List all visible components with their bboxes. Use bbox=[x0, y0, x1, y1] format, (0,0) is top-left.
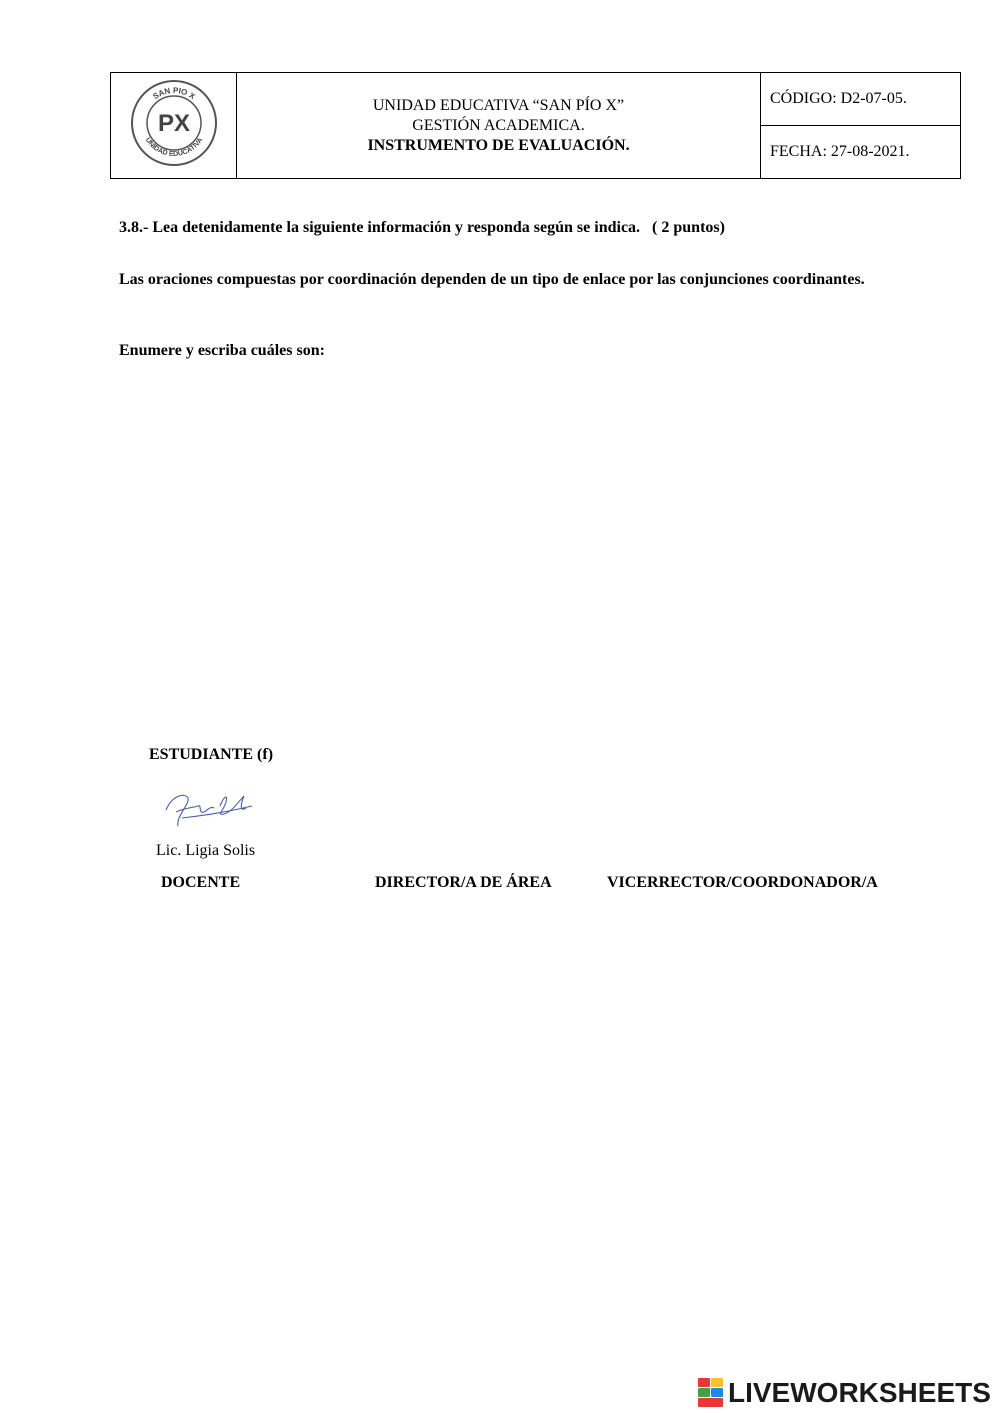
school-seal-logo-icon bbox=[129, 78, 219, 168]
liveworksheets-brand bbox=[698, 1375, 991, 1411]
svg-text:UNIDAD EDUCATIVA: UNIDAD EDUCATIVA bbox=[143, 136, 204, 159]
title-cell bbox=[237, 73, 761, 179]
date-cell: FECHA: 27-08-2021. bbox=[761, 126, 961, 179]
svg-text:SAN PIO X: SAN PIO X bbox=[150, 85, 197, 102]
role-docente: DOCENTE bbox=[161, 874, 241, 891]
code-cell: CÓDIGO: D2-07-05. bbox=[761, 73, 961, 126]
liveworksheets-logo-icon bbox=[698, 1378, 724, 1408]
department-name: GESTIÓN ACADEMICA. bbox=[412, 116, 585, 134]
teacher-signature-icon bbox=[158, 786, 258, 832]
student-signature-label: ESTUDIANTE (f) bbox=[149, 746, 274, 763]
logo-monogram: PX bbox=[157, 110, 190, 137]
logo-cell bbox=[111, 73, 237, 179]
institution-name: UNIDAD EDUCATIVA “SAN PÍO X” bbox=[372, 96, 625, 114]
instruction-text: Enumere y escriba cuáles son: bbox=[119, 342, 325, 359]
liveworksheets-wordmark: LIVEWORKSHEETS bbox=[728, 1377, 991, 1408]
teacher-name: Lic. Ligia Solis bbox=[156, 842, 256, 859]
question-paragraph: Las oraciones compuestas por coordinación dependen de un tipo de enlace por las conjunciones coordinantes. bbox=[119, 271, 865, 288]
role-director: DIRECTOR/A DE ÁREA bbox=[375, 874, 552, 891]
role-vicerrector: VICERRECTOR/COORDONADOR/A bbox=[607, 874, 878, 891]
document-title: INSTRUMENTO DE EVALUACIÓN. bbox=[367, 136, 630, 154]
question-heading: 3.8.- Lea detenidamente la siguiente información y responda según se indica. ( 2 puntos) bbox=[119, 219, 725, 236]
document-header bbox=[110, 72, 961, 179]
